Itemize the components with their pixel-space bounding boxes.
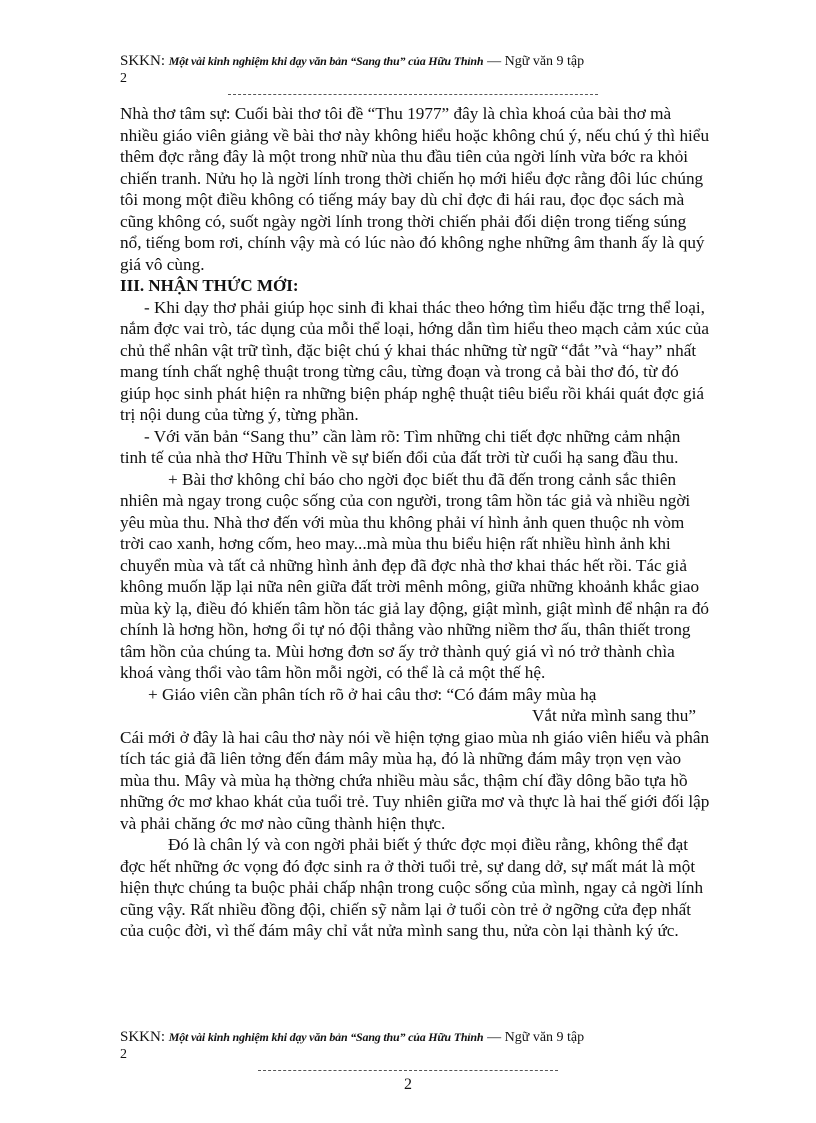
- page-number: 2: [404, 1076, 412, 1093]
- header-subject: — Ngữ văn 9 tập: [487, 54, 585, 69]
- footer-volume: 2: [120, 1047, 127, 1062]
- footer-rule: [258, 1070, 558, 1071]
- paragraph-6: Cái mới ở đây là hai câu thơ này nói về hiện tợng giao mùa nh giáo viên hiểu và phân tích tác giả đã liên tởng đến đám mây mùa hạ, đó là những đám mây trọn vẹn vào mùa thu. Mây và mùa hạ thờng chứa nhiều màu sắc, thậm chí đầy dông bão tựa hồ những ớc mơ khao khát của tuổi trẻ. Tuy nhiên giữa mơ và thực là hai thế giới đối lập và phải chăng ớc mơ nào cũng thành hiện thực.: [120, 727, 710, 833]
- paragraph-2: - Khi dạy thơ phải giúp học sinh đi khai thác theo hớng tìm hiểu đặc trng thể loại, nắm đợc vai trò, tác dụng của mỗi thể loại, hớng dẫn tìm hiểu theo mạch cảm xúc của chủ thể nhân vật trữ tình, đặc biệt chú ý khai thác những từ ngữ “đắt ”và “hay” nhất mang tính chất nghệ thuật trong từng câu, từng đoạn và trong cả bài thơ đó, từ đó giúp học sinh phát hiện ra những biện pháp nghệ thuật tiêu biểu rồi khái quát đợc giá trị nội dung của từng ý, từng phần.: [120, 297, 709, 424]
- page-footer: [120, 1029, 700, 1063]
- header-volume: 2: [120, 71, 127, 86]
- header-title: Một vài kinh nghiệm khi dạy văn bản “Sang thu” của Hữu Thỉnh: [168, 54, 484, 68]
- section-heading: III. NHẬN THỨC MỚI:: [120, 276, 299, 295]
- paragraph-7: Đó là chân lý và con ngời phải biết ý thức đợc mọi điều rằng, không thể đạt đợc hết những ớc vọng đó đợc sinh ra ở thời tuổi trẻ, sự dang dở, sự mất mát là một hiện thực chúng ta buộc phải chấp nhận trong cuộc sống của mình, ngay cả ngời lính cũng vậy. Rất nhiều đồng đội, chiến sỹ nằm lại ở tuổi còn trẻ ở ngỡng cửa đẹp nhất của cuộc đời, vì thế đám mây chỉ vắt nửa mình sang thu, nửa còn lại thành ký ức.: [120, 835, 704, 940]
- paragraph-3: - Với văn bản “Sang thu” cần làm rõ: Tìm những chi tiết đợc những cảm nhận tinh tế của nhà thơ Hữu Thỉnh về sự biến đổi của đất trời từ cuối hạ sang đầu thu.: [120, 426, 681, 467]
- footer-subject: — Ngữ văn 9 tập: [487, 1030, 585, 1045]
- paragraph-5: + Giáo viên cần phân tích rõ ở hai câu thơ: “Có đám mây mùa hạ: [148, 684, 597, 704]
- header-prefix: SKKN:: [120, 53, 166, 69]
- footer-title: Một vài kinh nghiệm khi dạy văn bản “Sang thu” của Hữu Thỉnh: [168, 1030, 484, 1044]
- page-header: [120, 53, 700, 87]
- header-rule: [228, 94, 598, 95]
- body-text: [120, 103, 710, 942]
- paragraph-1: Nhà thơ tâm sự: Cuối bài thơ tôi đề “Thu 1977” đây là chìa khoá của bài thơ mà nhiều giáo viên giảng về bài thơ này không hiểu hoặc không chú ý, nếu chú ý thì hiểu thêm đợc rằng đây là một trong nhữ nùa thu đầu tiên của ngời lính vừa bớc ra khỏi chiến tranh. Nửu họ là ngời lính trong thời chiến họ mới hiểu đợc rằng đôi lúc chúng tôi mong một điều không có tiếng máy bay dù chỉ đợc đi hái rau, đọc đọc sách mà cũng không có, suốt ngày ngời lính trong thời chiến phải đối diện trong tiếng súng nổ, tiếng bom rơi, chính vậy mà có lúc nào đó không nghe những âm thanh ấy là quý giá vô cùng.: [120, 104, 710, 274]
- footer-prefix: SKKN:: [120, 1029, 166, 1045]
- paragraph-4: + Bài thơ không chỉ báo cho ngời đọc biết thu đã đến trong cảnh sắc thiên nhiên mà ngay trong cuộc sống của con người, trong tâm hồn tác giả và nhiều ngời yêu mùa thu. Nhà thơ đến với mùa thu không phải ví hình ảnh quen thuộc nh vòm trời cao xanh, hơng cốm, heo may...mà mùa thu biểu hiện rất nhiều hình ảnh khi chuyển mùa và tất cả những hình ảnh đẹp đã đợc nhà thơ khai thác hết rồi. Tác giả không muốn lặp lại nữa nên giữa đất trời mênh mông, giữa những khoảnh khắc giao mùa kỳ lạ, điều đó khiến tâm hồn tác giả lay động, giật mình, giật mình để nhận ra đó chính là hơng hồn, hơng ổi tự nó đội thẳng vào những niềm thơ ấu, thân thiết trong tâm hồn của chúng ta. Mùi hơng đơn sơ ấy trở thành quý giá vì nó trở thành chìa khoá vàng thổi vào tâm hồn mỗi ngời, có thể là cả một thế hệ.: [120, 469, 710, 682]
- poem-line-2: Vắt nửa mình sang thu”: [532, 706, 696, 725]
